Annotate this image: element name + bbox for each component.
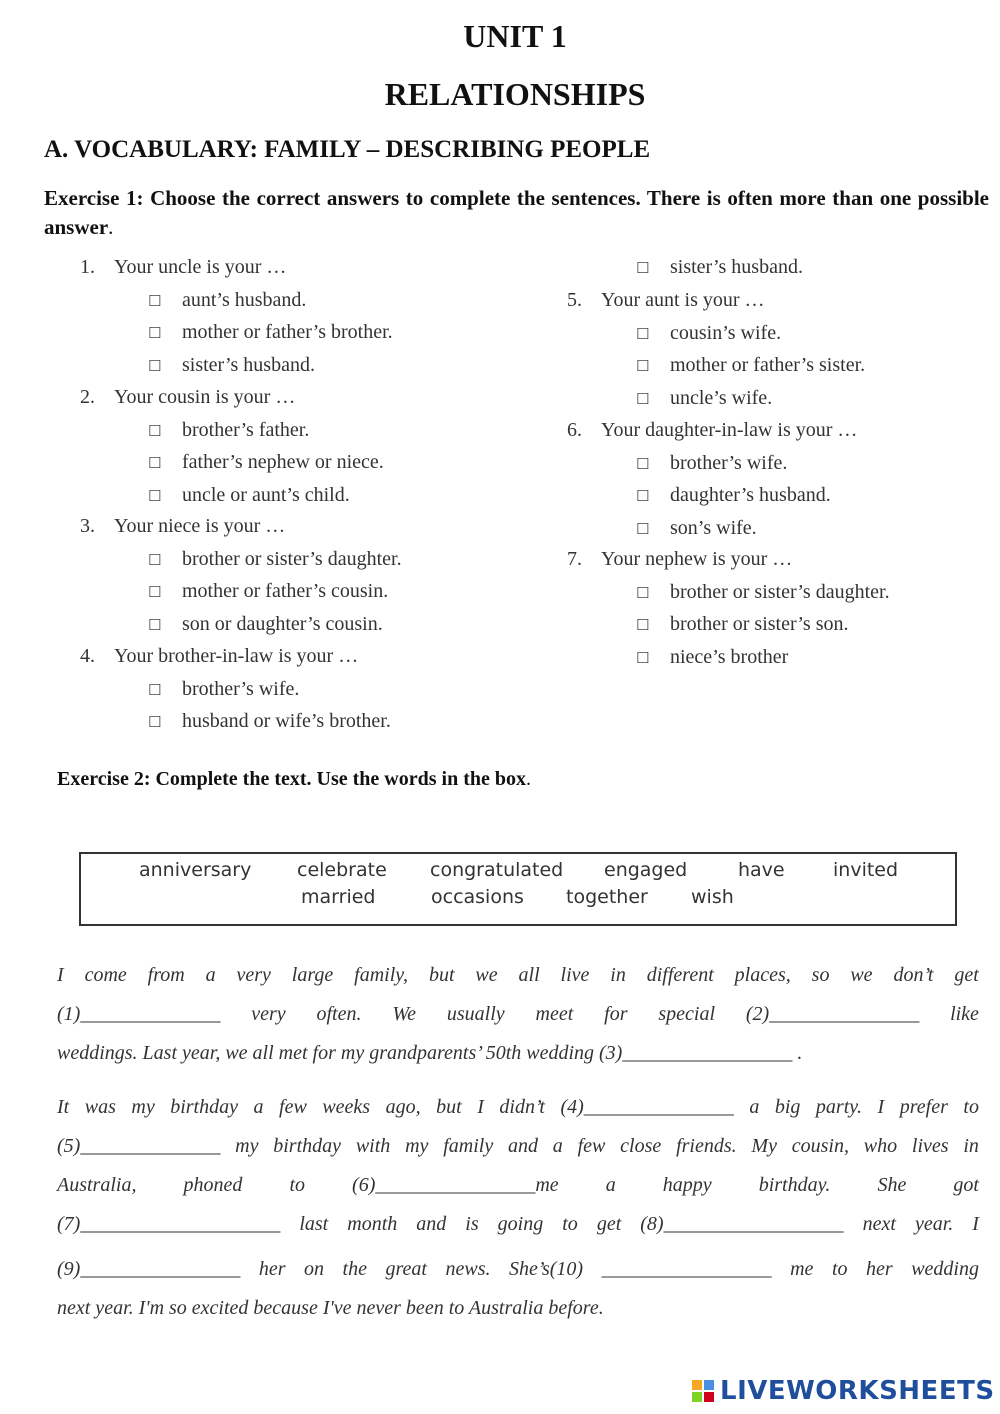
exercise2-paragraph-1: [57, 964, 979, 1081]
word-box-word: congratulated: [430, 859, 564, 881]
question: [567, 548, 792, 571]
answer-option[interactable]: [636, 354, 865, 377]
paragraph-word: weddings. Last year, we all met for my grandparents’ 50th wedding (3)_________________ .: [57, 1042, 803, 1064]
paragraph-word: Australia,: [57, 1174, 137, 1196]
exercise1-instruction-text: Choose the correct answers to complete the sentences. There is often more than one possible answer: [44, 186, 989, 239]
checkbox-icon[interactable]: ☐: [148, 486, 162, 505]
paragraph-word: places,: [734, 964, 791, 986]
question: [80, 256, 286, 279]
exercise2-paragraph-2: [57, 1096, 979, 1336]
answer-option[interactable]: [148, 289, 306, 312]
answer-option-text: mother or father’s cousin.: [182, 580, 389, 603]
answer-option[interactable]: [148, 484, 350, 507]
answer-option-text: niece’s brother: [670, 645, 789, 668]
paragraph-word: special: [658, 1003, 716, 1025]
question-text: Your aunt is your …: [601, 289, 765, 311]
answer-option[interactable]: [148, 419, 309, 442]
checkbox-icon[interactable]: ☐: [636, 389, 650, 408]
paragraph-word: big: [774, 1096, 801, 1118]
word-box-word: anniversary: [139, 859, 252, 881]
paragraph-word: we: [850, 964, 873, 986]
paragraph-word: great: [385, 1258, 427, 1280]
answer-option[interactable]: [148, 580, 388, 603]
checkbox-icon[interactable]: ☐: [148, 324, 162, 343]
paragraph-word: for: [604, 1003, 628, 1025]
answer-option[interactable]: [148, 321, 393, 344]
checkbox-icon[interactable]: ☐: [636, 519, 650, 538]
paragraph-word: We: [392, 1003, 417, 1025]
answer-option-text: son or daughter’s cousin.: [182, 612, 383, 635]
paragraph-word: to: [562, 1213, 578, 1235]
paragraph-word: live: [560, 964, 590, 986]
answer-option[interactable]: [148, 451, 384, 474]
answer-option-text: mother or father’s brother.: [182, 321, 393, 344]
paragraph-word: (1)______________: [57, 1003, 221, 1025]
question-text: Your cousin is your …: [114, 386, 296, 408]
logo-icon: [692, 1380, 714, 1402]
checkbox-icon[interactable]: ☐: [636, 648, 650, 667]
checkbox-icon[interactable]: ☐: [148, 454, 162, 473]
answer-option-text: brother or sister’s daughter.: [670, 580, 890, 603]
paragraph-word: ago,: [385, 1096, 421, 1118]
question: [80, 515, 285, 538]
paragraph-word: meet: [535, 1003, 574, 1025]
paragraph-word: the: [342, 1258, 367, 1280]
paragraph-word: usually: [446, 1003, 505, 1025]
paragraph-word: party.: [815, 1096, 863, 1118]
paragraph-word: last: [299, 1213, 329, 1235]
answer-option-text: brother’s wife.: [182, 677, 300, 700]
answer-option-text: brother’s wife.: [670, 451, 788, 474]
question-text: Your brother-in-law is your …: [114, 645, 359, 667]
checkbox-icon[interactable]: ☐: [636, 324, 650, 343]
paragraph-word: on: [304, 1258, 325, 1280]
checkbox-icon[interactable]: ☐: [636, 487, 650, 506]
checkbox-icon[interactable]: ☐: [636, 454, 650, 473]
answer-option-text: mother or father’s sister.: [670, 354, 866, 377]
paragraph-word: next year. I'm so excited because I've never been to Australia before.: [57, 1297, 604, 1319]
paragraph-line: [57, 1258, 979, 1297]
answer-option[interactable]: [636, 613, 849, 636]
answer-option[interactable]: [148, 613, 383, 636]
answer-option[interactable]: [636, 256, 803, 279]
answer-option[interactable]: [148, 354, 315, 377]
exercise2-label: Exercise 2: [57, 768, 144, 790]
answer-option-text: daughter’s husband.: [670, 484, 831, 507]
paragraph-word: a: [605, 1174, 616, 1196]
answer-option-text: uncle or aunt’s child.: [182, 483, 350, 506]
checkbox-icon[interactable]: ☐: [148, 680, 162, 699]
paragraph-word: (8)__________________: [640, 1213, 844, 1235]
checkbox-icon[interactable]: ☐: [148, 421, 162, 440]
paragraph-word: family: [443, 1135, 494, 1157]
answer-option-text: son’s wife.: [670, 516, 757, 539]
answer-option[interactable]: [636, 581, 890, 604]
paragraph-word: but: [428, 964, 455, 986]
question-number: 6.: [567, 419, 582, 441]
paragraph-word: to: [831, 1258, 848, 1280]
paragraph-word: family,: [354, 964, 409, 986]
paragraph-word: I: [877, 1096, 885, 1118]
answer-option-text: brother’s father.: [182, 418, 310, 441]
word-box-word: together: [566, 886, 648, 908]
paragraph-line: [57, 1213, 979, 1252]
answer-option-text: cousin’s wife.: [670, 321, 782, 344]
question-number: 1.: [80, 256, 95, 278]
paragraph-word: was: [84, 1096, 116, 1118]
paragraph-word: (7)____________________: [57, 1213, 281, 1235]
paragraph-word: me: [790, 1258, 814, 1280]
paragraph-word: (4)_______________: [560, 1096, 734, 1118]
paragraph-word: in: [610, 964, 626, 986]
word-box-word: have: [738, 859, 785, 881]
paragraph-line: [57, 1135, 979, 1174]
paragraph-line: [57, 1096, 979, 1135]
word-box-word: married: [301, 886, 376, 908]
paragraph-line: [57, 1174, 979, 1213]
answer-option[interactable]: [636, 322, 781, 345]
paragraph-word: month: [347, 1213, 398, 1235]
question-number: 5.: [567, 289, 582, 311]
word-box-word: wish: [691, 886, 734, 908]
unit-title: UNIT 1: [463, 18, 567, 54]
checkbox-icon[interactable]: ☐: [148, 356, 162, 375]
checkbox-icon[interactable]: ☐: [636, 259, 650, 277]
paragraph-word: weeks: [322, 1096, 371, 1118]
paragraph-word: (9)________________: [57, 1258, 241, 1280]
paragraph-word: My: [751, 1135, 777, 1157]
paragraph-word: next: [862, 1213, 896, 1235]
paragraph-word: very: [236, 964, 271, 986]
paragraph-word: few: [577, 1135, 606, 1157]
answer-option[interactable]: [636, 387, 772, 410]
paragraph-word: large: [291, 964, 334, 986]
question-number: 7.: [567, 548, 582, 570]
answer-option-text: father’s nephew or niece.: [182, 451, 384, 474]
answer-option-text: sister’s husband.: [182, 353, 315, 376]
paragraph-word: a: [749, 1096, 760, 1118]
liveworksheets-logo: [692, 1374, 995, 1408]
answer-option[interactable]: [636, 646, 788, 669]
paragraph-word: It: [57, 1096, 70, 1118]
paragraph-word: year.: [914, 1213, 954, 1235]
question: [80, 645, 358, 668]
exercise2-period: .: [526, 768, 531, 790]
paragraph-word: my: [405, 1135, 429, 1157]
paragraph-word: don’t: [893, 964, 934, 986]
paragraph-word: happy: [662, 1174, 712, 1196]
paragraph-word: I: [57, 964, 64, 986]
question-number: 4.: [80, 645, 95, 667]
paragraph-word: She: [877, 1174, 907, 1196]
paragraph-word: prefer: [899, 1096, 948, 1118]
word-box-word: celebrate: [297, 859, 387, 881]
paragraph-word: in: [963, 1135, 979, 1157]
paragraph-word: but: [436, 1096, 462, 1118]
checkbox-icon[interactable]: ☐: [148, 291, 162, 310]
checkbox-icon[interactable]: ☐: [148, 713, 162, 732]
paragraph-word: wedding: [911, 1258, 979, 1280]
checkbox-icon[interactable]: ☐: [148, 583, 162, 602]
word-box-word: occasions: [431, 886, 524, 908]
paragraph-word: who: [863, 1135, 898, 1157]
paragraph-word: _________________: [601, 1258, 772, 1280]
paragraph-word: to: [963, 1096, 979, 1118]
paragraph-word: friends.: [676, 1135, 737, 1157]
word-box-word: invited: [833, 859, 899, 881]
paragraph-word: often.: [316, 1003, 362, 1025]
exercise2-instruction-text: : Complete the text. Use the words in the box: [143, 768, 526, 790]
answer-option-text: aunt’s husband.: [182, 288, 307, 311]
checkbox-icon[interactable]: ☐: [636, 616, 650, 635]
paragraph-word: birthday: [170, 1096, 238, 1118]
paragraph-word: lives: [911, 1135, 949, 1157]
page-title: RELATIONSHIPS: [384, 76, 646, 112]
paragraph-word: to: [289, 1174, 305, 1196]
paragraph-word: few: [279, 1096, 307, 1118]
paragraph-word: her: [866, 1258, 893, 1280]
paragraph-word: her: [258, 1258, 286, 1280]
answer-option-text: sister’s husband.: [670, 256, 803, 278]
paragraph-word: my: [131, 1096, 155, 1118]
paragraph-line: [57, 1042, 979, 1081]
paragraph-word: with: [355, 1135, 391, 1157]
paragraph-word: I: [972, 1213, 979, 1235]
paragraph-word: (6)________________me: [352, 1174, 559, 1196]
answer-option[interactable]: [636, 517, 757, 540]
exercise2-instruction: [57, 768, 531, 791]
checkbox-icon[interactable]: ☐: [636, 357, 650, 376]
word-box: [79, 852, 957, 926]
exercise1-instruction: [44, 184, 989, 242]
question-text: Your uncle is your …: [114, 256, 287, 278]
question-text: Your niece is your …: [114, 515, 286, 537]
paragraph-word: a: [205, 964, 216, 986]
paragraph-word: a: [552, 1135, 563, 1157]
question: [567, 419, 857, 442]
logo-text: LIVEWORKSHEETS: [720, 1376, 995, 1406]
question: [80, 386, 295, 409]
paragraph-word: news.: [445, 1258, 491, 1280]
paragraph-word: is: [465, 1213, 479, 1235]
paragraph-word: all: [518, 964, 540, 986]
paragraph-word: phoned: [183, 1174, 243, 1196]
paragraph-word: I: [477, 1096, 484, 1118]
answer-option[interactable]: [636, 452, 787, 475]
answer-option[interactable]: [636, 484, 831, 507]
paragraph-line: [57, 1003, 979, 1042]
checkbox-icon[interactable]: ☐: [148, 550, 162, 569]
paragraph-line: [57, 964, 979, 1003]
paragraph-word: and: [508, 1135, 538, 1157]
paragraph-word: cousin,: [791, 1135, 849, 1157]
paragraph-word: birthday.: [758, 1174, 831, 1196]
paragraph-word: didn’t: [499, 1096, 545, 1118]
answer-option-text: brother or sister’s daughter.: [182, 547, 402, 570]
paragraph-word: very: [251, 1003, 286, 1025]
checkbox-icon[interactable]: ☐: [148, 615, 162, 634]
answer-option-text: brother or sister’s son.: [670, 613, 849, 636]
answer-option-text: uncle’s wife.: [670, 386, 773, 409]
answer-option-text: husband or wife’s brother.: [182, 710, 391, 733]
paragraph-word: She’s(10): [509, 1258, 584, 1280]
paragraph-word: and: [416, 1213, 447, 1235]
question-number: 3.: [80, 515, 95, 537]
paragraph-word: so: [811, 964, 830, 986]
paragraph-word: my: [235, 1135, 259, 1157]
exercise1-label: Exercise 1:: [44, 186, 144, 210]
exercise1-period: .: [108, 215, 114, 239]
answer-option[interactable]: [148, 548, 402, 571]
paragraph-word: different: [646, 964, 714, 986]
section-heading: A. VOCABULARY: FAMILY – DESCRIBING PEOPLE: [44, 136, 651, 163]
paragraph-word: close: [620, 1135, 662, 1157]
question-number: 2.: [80, 386, 95, 408]
paragraph-word: from: [147, 964, 185, 986]
question-text: Your nephew is your …: [601, 548, 793, 570]
word-box-word: engaged: [604, 859, 688, 881]
paragraph-word: like: [950, 1003, 979, 1025]
paragraph-word: a: [253, 1096, 264, 1118]
question-text: Your daughter-in-law is your …: [601, 419, 858, 441]
paragraph-word: going: [497, 1213, 544, 1235]
question: [567, 289, 765, 312]
answer-option[interactable]: [148, 678, 299, 701]
checkbox-icon[interactable]: ☐: [636, 583, 650, 602]
paragraph-word: get: [596, 1213, 622, 1235]
paragraph-word: got: [953, 1174, 979, 1196]
paragraph-word: come: [84, 964, 127, 986]
paragraph-word: birthday: [273, 1135, 342, 1157]
answer-option[interactable]: [148, 710, 391, 733]
paragraph-word: get: [954, 964, 979, 986]
paragraph-word: (2)_______________: [745, 1003, 920, 1025]
paragraph-word: we: [475, 964, 498, 986]
paragraph-line: [57, 1297, 979, 1336]
paragraph-word: (5)______________: [57, 1135, 221, 1157]
